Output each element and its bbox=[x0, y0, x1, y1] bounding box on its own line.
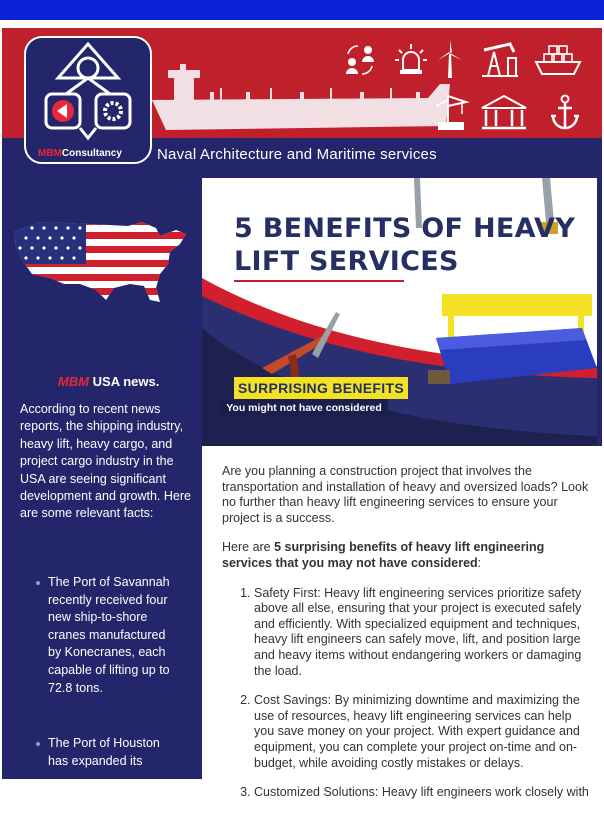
list-item: 3. Customized Solutions: Heavy lift engineers work closely with bbox=[254, 785, 592, 801]
company-logo[interactable] bbox=[24, 36, 152, 164]
news-heading: MBM USA news. bbox=[58, 374, 160, 389]
wind-turbine-icon bbox=[436, 40, 464, 78]
list-item: 1. Safety First: Heavy lift engineering services prioritize safety above all else, ensuring that your project is executed safely and efficiently. With specialized equipment and techniques, heavy lift engineers can safely move, lift, and position large and heavy items without endangering workers or damaging the load. bbox=[254, 586, 592, 680]
crane-pier-icon bbox=[434, 92, 468, 132]
article-intro: Are you planning a construction project that involves the transportation and installation of heavy and oversized loads? Look no further than heavy lift engineering services to ensure your project is a success. bbox=[222, 464, 589, 525]
hero-title: 5 BENEFITS OF HEAVY LIFT SERVICES bbox=[234, 213, 576, 277]
cargo-ship-silhouette-icon bbox=[150, 66, 450, 142]
article-lead: Here are 5 surprising benefits of heavy lift engineering services that you may not have considered: bbox=[222, 540, 545, 570]
company-tagline: Naval Architecture and Maritime services bbox=[157, 146, 437, 163]
hero-title-underline bbox=[234, 280, 404, 282]
logo-emblem-icon bbox=[26, 38, 150, 162]
badge-not-considered: You might not have considered bbox=[220, 399, 388, 417]
top-bar bbox=[0, 0, 604, 20]
list-item: The Port of Savannah recently received four new ship-to-shore cranes manufactured by Konecranes, each capable of lifting up to 72.8 tons. bbox=[48, 574, 182, 697]
list-item: The Port of Houston has expanded its bbox=[48, 735, 182, 770]
badge-surprising-benefits: SURPRISING BENEFITS bbox=[234, 377, 408, 399]
news-intro: According to recent news reports, the shipping industry, heavy lift, heavy cargo, and project cargo industry in the USA are seeing significant development and growth. Here are some relevant facts: bbox=[20, 402, 191, 521]
benefits-list bbox=[254, 586, 592, 801]
usa-flag-map-icon bbox=[10, 218, 190, 308]
alarm-siren-icon bbox=[394, 42, 428, 76]
newsletter-frame bbox=[2, 28, 602, 800]
oil-pump-icon bbox=[480, 40, 520, 78]
logo-wordmark: MBMConsultancy bbox=[38, 148, 122, 159]
people-exchange-icon bbox=[342, 42, 378, 76]
header-banner bbox=[2, 28, 602, 168]
list-item: 2. Cost Savings: By minimizing downtime and maximizing the use of resources, heavy lift engineering services can help you save money on your project. With expert guidance and equipment, you can complete your project on-time and on-budget, while avoiding costly mistakes or delays. bbox=[254, 693, 592, 771]
news-facts-list bbox=[48, 574, 182, 808]
anchor-icon bbox=[550, 94, 580, 130]
warehouse-icon bbox=[480, 94, 528, 130]
cargo-ship-icon bbox=[534, 40, 582, 78]
article-body bbox=[202, 446, 602, 800]
